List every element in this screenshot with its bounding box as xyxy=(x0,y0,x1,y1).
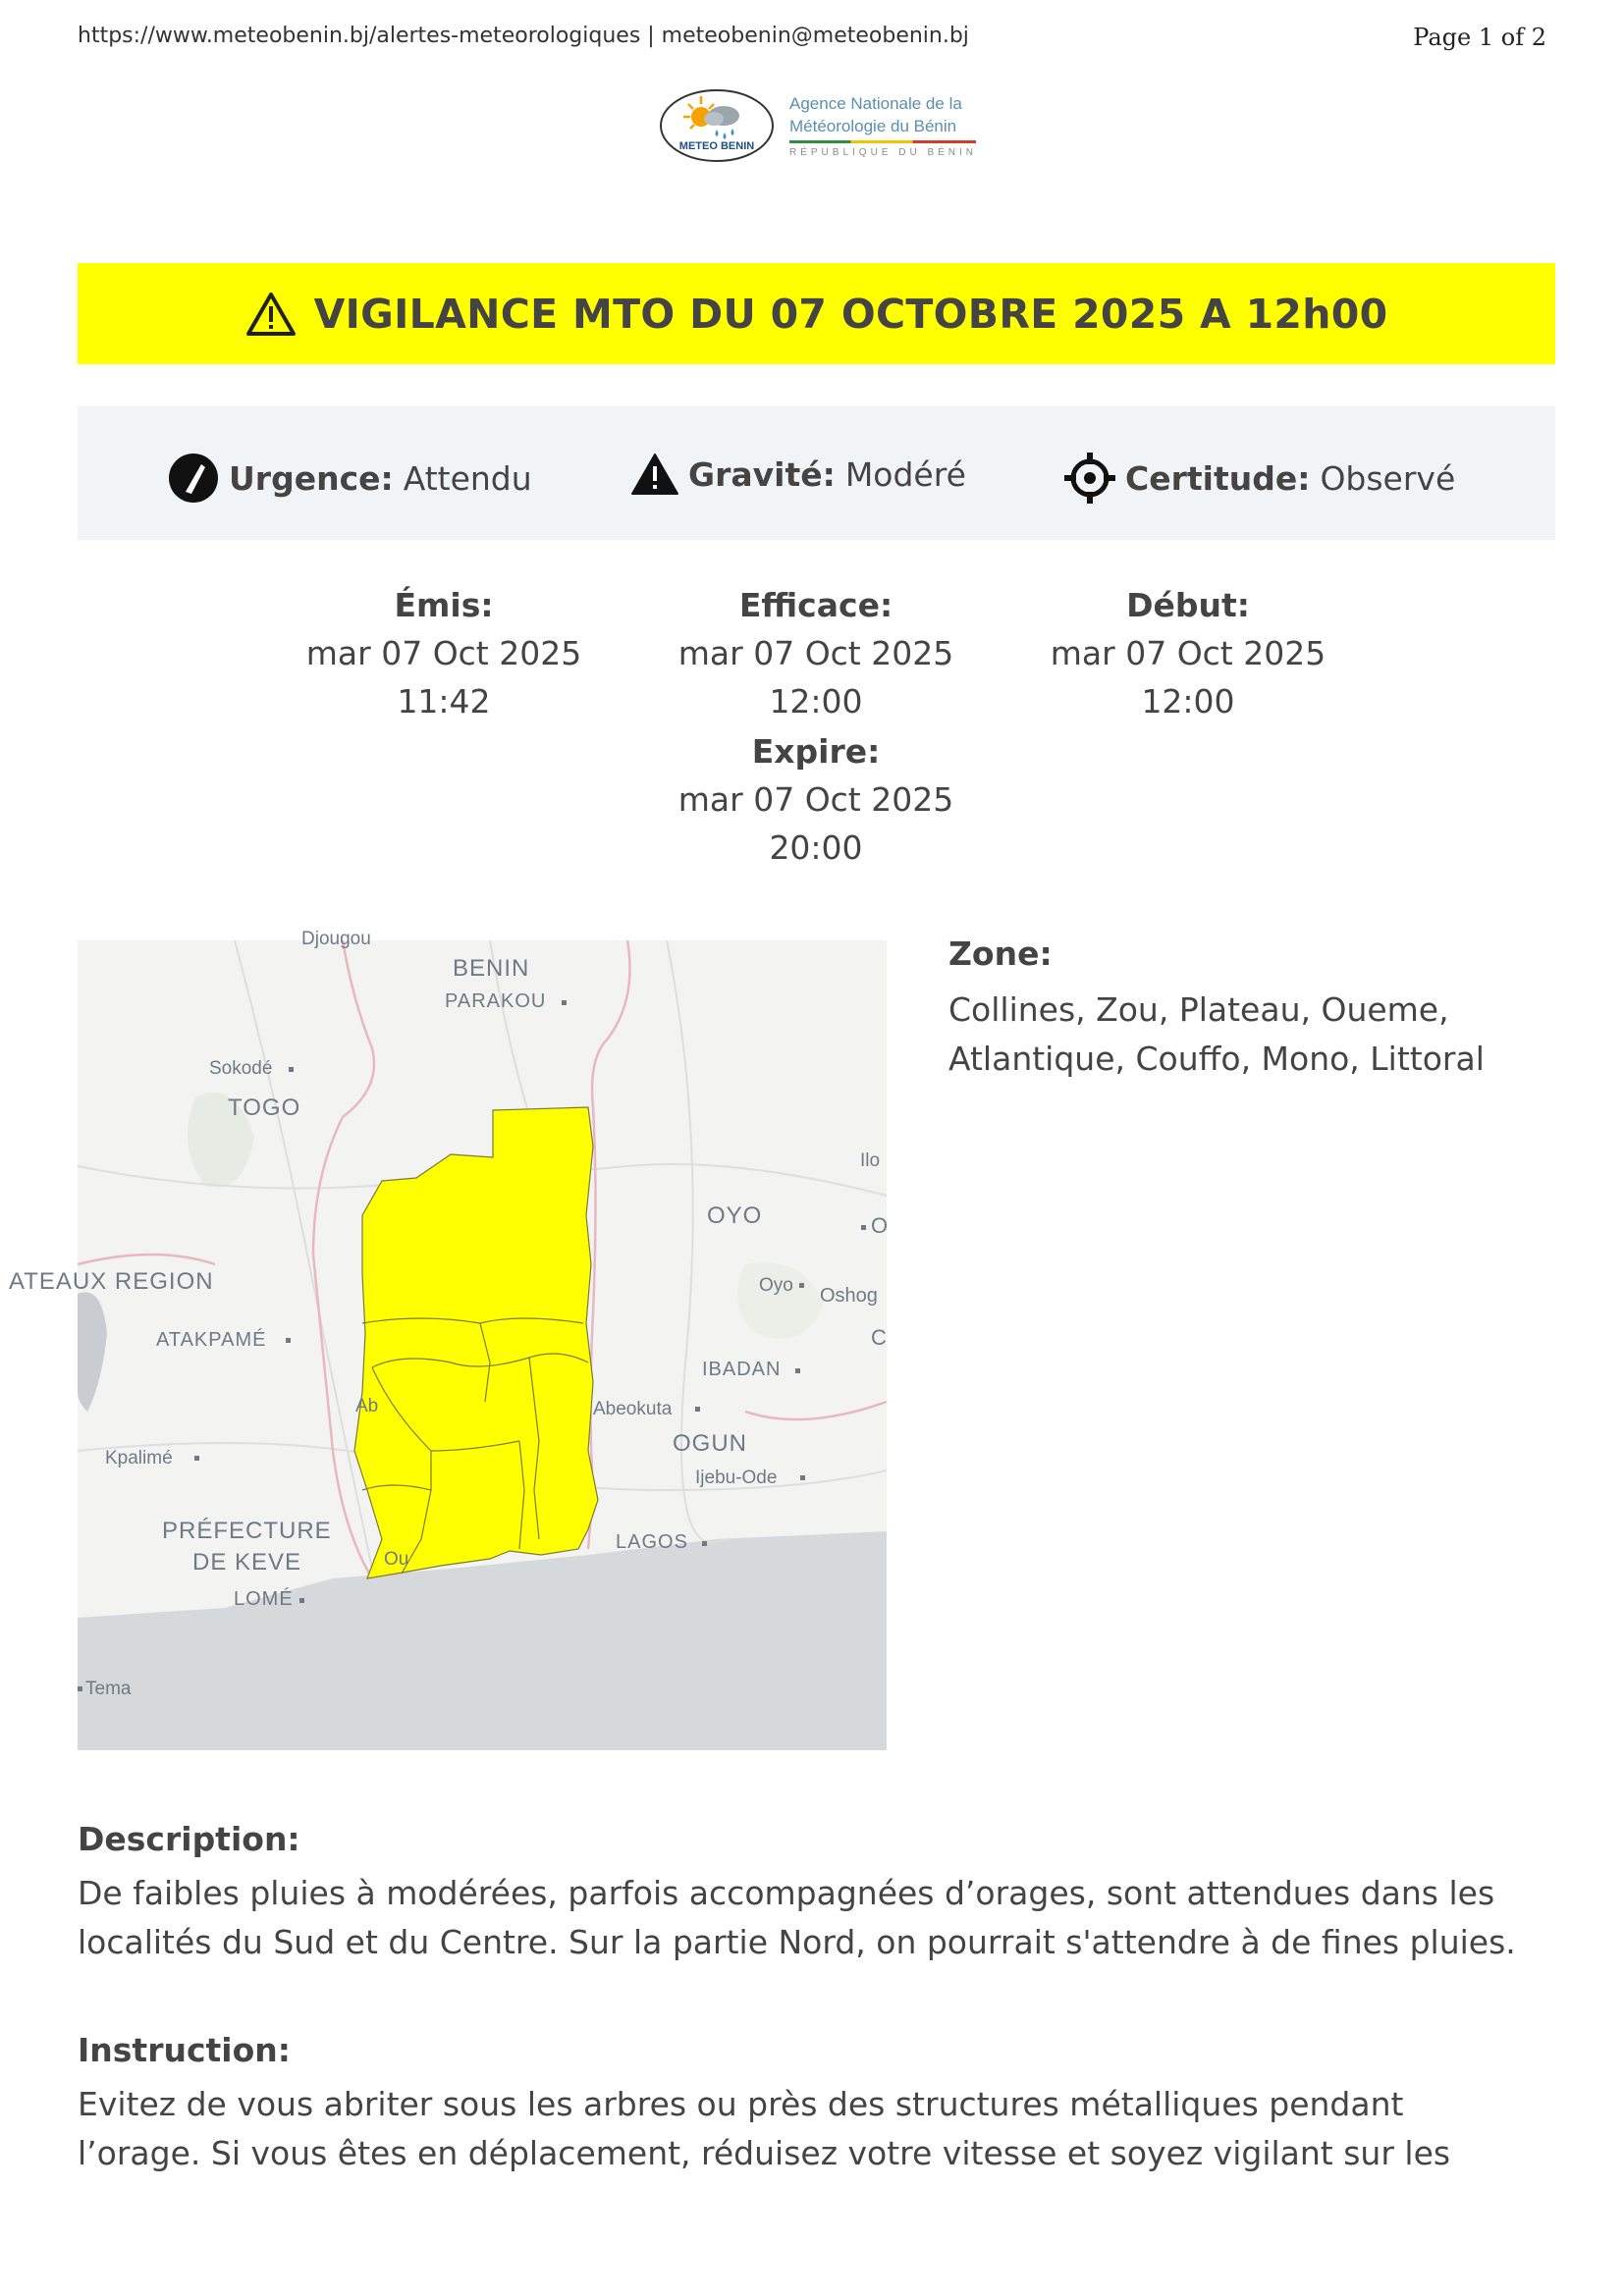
logo-tricolor-rule xyxy=(789,140,976,143)
map-canvas xyxy=(9,929,889,1750)
logo-line3: RÉPUBLIQUE DU BÉNIN xyxy=(789,147,978,158)
instruction-text: Evitez de vous abriter sous les arbres ou près des structures métalliques pendant l’orage. Si vous êtes en déplacement, réduisez votre vitesse et soyez vigilant sur les xyxy=(78,2085,1451,2172)
header-url-contact: https://www.meteobenin.bj/alertes-meteorologiques | meteobenin@meteobenin.bj xyxy=(78,24,969,48)
vigilance-banner xyxy=(78,263,1555,364)
onset-time: 12:00 xyxy=(1141,682,1235,721)
map-label-abeokuta: Abeokuta xyxy=(593,1399,673,1419)
issued-date: mar 07 Oct 2025 xyxy=(305,634,582,672)
meteo-benin-emblem-icon xyxy=(658,86,778,165)
alert-zone-map[interactable] xyxy=(9,929,889,1750)
certainty-label: Certitude: xyxy=(1125,458,1311,498)
map-label-oyo-state: OYO xyxy=(707,1202,763,1229)
expires-block xyxy=(639,727,993,872)
alert-status-bar xyxy=(78,406,1555,540)
agency-logo xyxy=(658,86,982,167)
map-label-benin: BENIN xyxy=(453,955,530,982)
urgency-value: Attendu xyxy=(403,458,532,498)
effective-time: 12:00 xyxy=(769,682,863,721)
warning-icon xyxy=(631,453,678,496)
severity-value: Modéré xyxy=(844,454,966,494)
expires-label: Expire: xyxy=(751,732,881,771)
map-label-prefecture-1: PRÉFECTURE xyxy=(162,1518,332,1544)
logo-line2: Météorologie du Bénin xyxy=(789,117,957,135)
map-label-ilo: Ilo xyxy=(860,1150,881,1171)
urgency-item xyxy=(168,453,532,504)
severity-label: Gravité: xyxy=(688,454,836,494)
certainty-item xyxy=(1064,453,1455,504)
expires-time: 20:00 xyxy=(769,828,863,867)
map-label-ogun: OGUN xyxy=(673,1430,747,1457)
map-label-ijebu-ode: Ijebu-Ode xyxy=(695,1468,778,1488)
map-label-plateaux-region: ATEAUX REGION xyxy=(9,1268,214,1295)
logo-line1: Agence Nationale de la xyxy=(789,94,962,113)
map-label-ibadan: IBADAN xyxy=(702,1359,782,1380)
vigilance-title: VIGILANCE MTO DU 07 OCTOBRE 2025 A 12h00 xyxy=(313,290,1388,338)
effective-block xyxy=(639,581,993,725)
issued-block xyxy=(267,581,621,725)
map-label-sokode: Sokodé xyxy=(209,1058,273,1079)
onset-date: mar 07 Oct 2025 xyxy=(1050,634,1326,672)
map-label-o-edge: O xyxy=(871,1213,889,1238)
issued-time: 11:42 xyxy=(397,682,491,721)
severity-item xyxy=(631,453,966,496)
expires-date: mar 07 Oct 2025 xyxy=(677,780,954,819)
map-label-c-edge: C xyxy=(871,1325,887,1350)
map-label-prefecture-2: DE KEVE xyxy=(192,1549,302,1575)
effective-date: mar 07 Oct 2025 xyxy=(677,634,954,672)
instruction-label: Instruction: xyxy=(78,2031,291,2069)
warning-outline-icon xyxy=(245,292,297,337)
map-label-oshog: Oshog xyxy=(820,1285,878,1307)
map-label-ab: Ab xyxy=(355,1396,379,1416)
map-label-lagos: LAGOS xyxy=(616,1531,688,1553)
logo-badge-text: METEO BENIN xyxy=(678,140,755,152)
crosshair-icon xyxy=(1064,453,1115,504)
onset-block xyxy=(1011,581,1365,725)
gauge-icon xyxy=(168,453,219,504)
map-label-togo: TOGO xyxy=(228,1095,301,1121)
onset-label: Début: xyxy=(1126,586,1250,624)
page-number: Page 1 of 2 xyxy=(1413,24,1546,51)
description-text: De faibles pluies à modérées, parfois accompagnées d’orages, sont attendues dans les localités du Sud et du Centre. Sur la partie Nord, on pourrait s'attendre à de fines pluies. xyxy=(78,1874,1516,1961)
effective-label: Efficace: xyxy=(738,586,893,624)
issued-label: Émis: xyxy=(394,586,494,624)
map-label-atakpame: ATAKPAMÉ xyxy=(156,1329,267,1351)
description-label: Description: xyxy=(78,1820,300,1858)
zone-label: Zone: xyxy=(948,934,1053,973)
certainty-value: Observé xyxy=(1320,458,1456,498)
map-label-djougou: Djougou xyxy=(301,929,371,949)
map-label-lome: LOMÉ xyxy=(234,1588,294,1610)
zone-value: Collines, Zou, Plateau, Oueme, Atlantique, Couffo, Mono, Littoral xyxy=(948,990,1485,1078)
map-label-ou: Ou xyxy=(384,1549,409,1570)
urgency-label: Urgence: xyxy=(229,458,394,498)
map-label-tema: Tema xyxy=(85,1679,132,1699)
map-label-oyo-city: Oyo xyxy=(759,1275,793,1296)
map-label-parakou: PARAKOU xyxy=(445,990,547,1012)
map-label-kpalime: Kpalimé xyxy=(105,1448,173,1468)
